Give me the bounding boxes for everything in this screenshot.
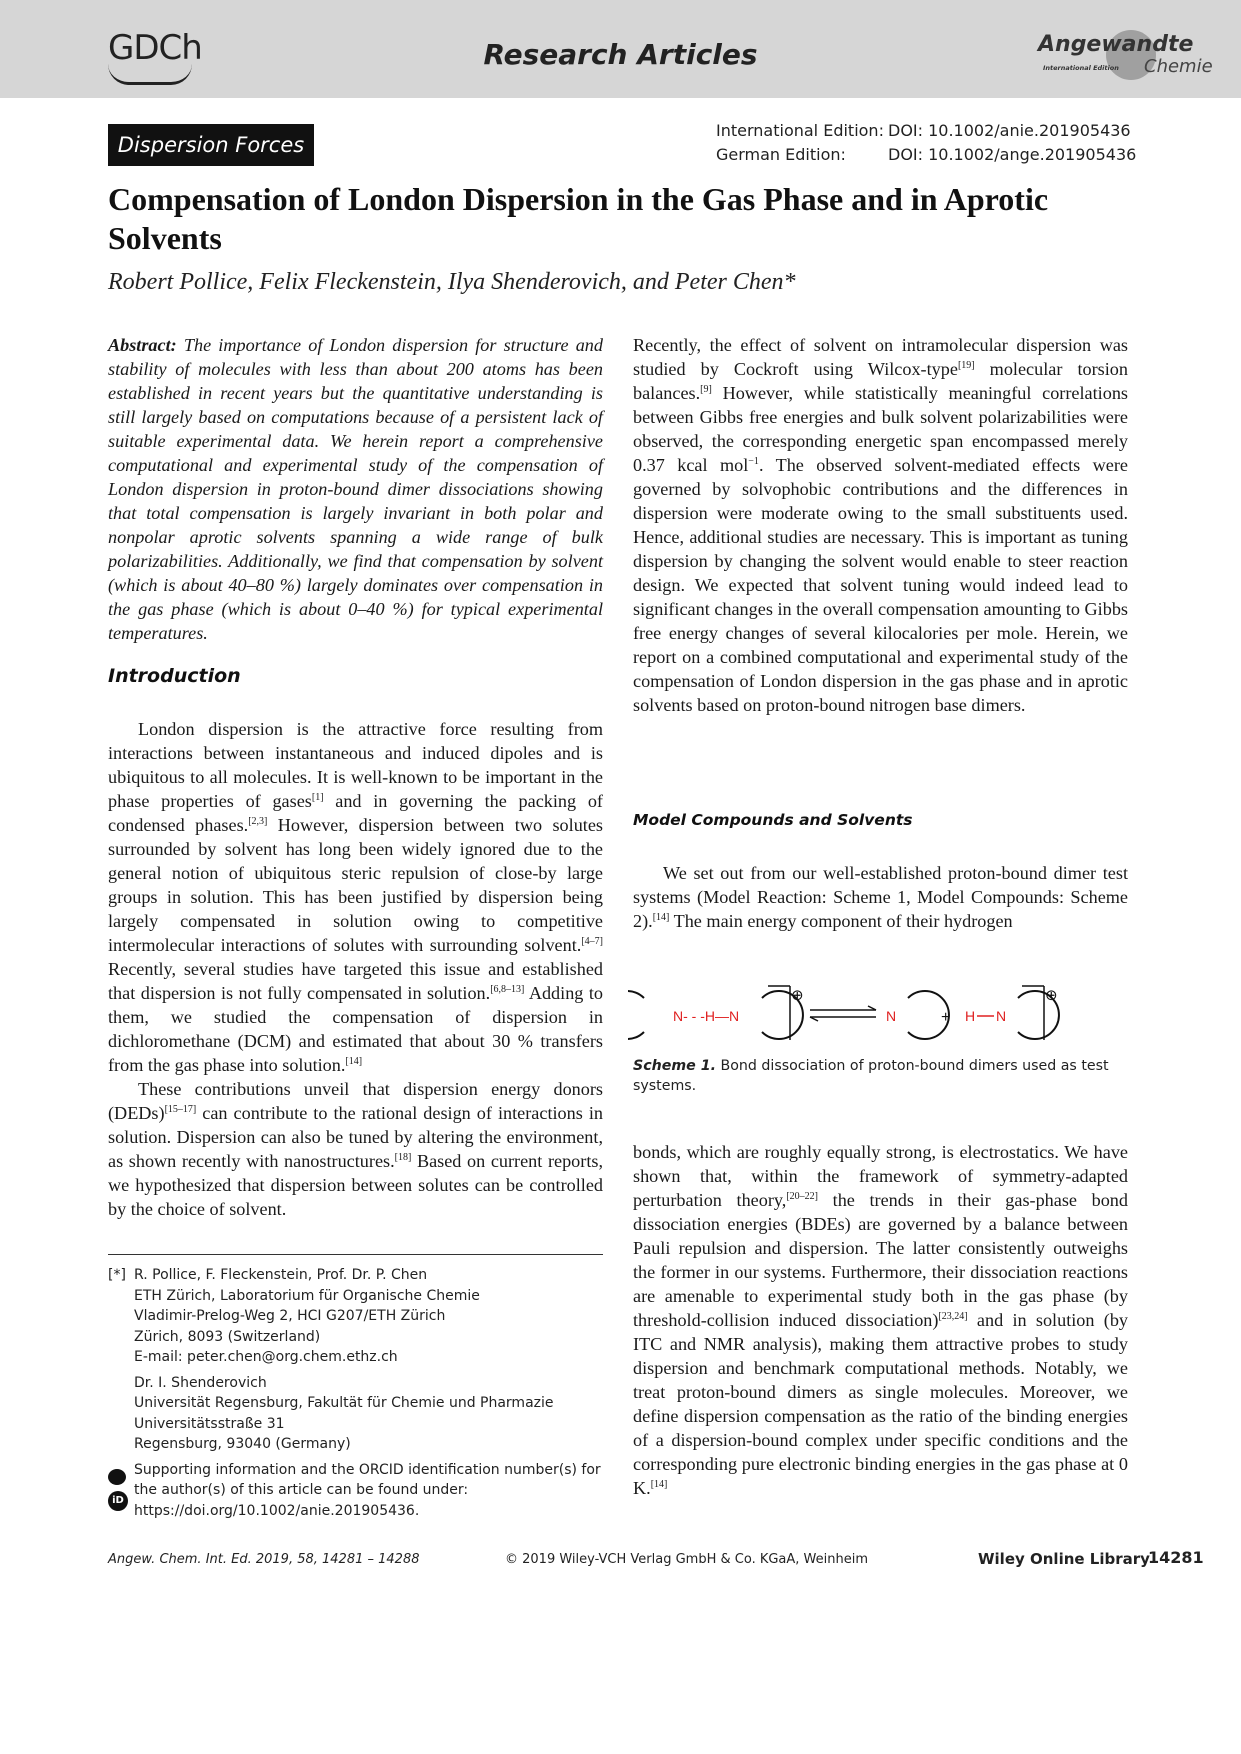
charge-icon: ⊕	[1045, 986, 1058, 1004]
footnote-mark: [*]	[108, 1267, 126, 1283]
supporting-info[interactable]: Supporting information and the ORCID identification number(s) for the author(s) of this article can be found under: https://doi.org/10.1002/anie.201905436.	[134, 1461, 601, 1519]
citation[interactable]: [15–17]	[164, 1103, 197, 1115]
doi-block	[716, 119, 1136, 167]
caption-text: Bond dissociation of proton-bound dimers used as test systems.	[633, 1058, 1109, 1094]
citation[interactable]: [6,8–13]	[490, 983, 525, 995]
intro-heading: Introduction	[108, 665, 241, 687]
text-run: and in governing the packing of condensed phases.	[108, 791, 603, 835]
affil-line: Zürich, 8093 (Switzerland)	[134, 1328, 321, 1345]
journal-logo	[1038, 30, 1213, 80]
text-run: However, dispersion between two solutes surrounded by solvent has long been widely ignored due to the general notion of ubiquitous steric repulsion of close-by large groups in solution. This has been justified by dispersion being largely compensated in solution owing to competitive intermolecular interactions of solutes with surrounding solvent.	[108, 815, 603, 955]
caption-label: Scheme 1.	[633, 1058, 716, 1074]
intro-paragraph	[108, 717, 603, 1077]
citation[interactable]: [19]	[957, 359, 975, 371]
affiliation-footnote	[108, 1265, 603, 1521]
affil-line: ETH Zürich, Laboratorium für Organische Chemie	[134, 1287, 480, 1304]
gdch-logo: GDCh	[108, 28, 202, 68]
bond-label: N- - -H—N	[673, 1008, 740, 1024]
charge-icon: ⊕	[791, 986, 804, 1004]
text-run: Adding to them, we studied the compensation of dispersion in dichloromethane (DCM) and estimated that about 30 % transfers from the gas phase into solution.	[108, 983, 603, 1075]
journal-logo-name: Angewandte	[1038, 32, 1194, 57]
text-run: These contributions unveil that dispersion energy donors (DEDs)	[108, 1079, 603, 1123]
affil-line: Universität Regensburg, Fakultät für Chemie und Pharmazie	[134, 1395, 554, 1411]
topic-badge: Dispersion Forces	[108, 124, 314, 166]
citation[interactable]: [9]	[700, 383, 712, 395]
supporting-info-icon	[108, 1469, 126, 1485]
article-title: Compensation of London Dispersion in the Gas Phase and in Aprotic Solvents	[108, 181, 1049, 256]
abstract-label: Abstract:	[108, 335, 177, 355]
affil-line: R. Pollice, F. Fleckenstein, Prof. Dr. P. Chen	[134, 1267, 428, 1283]
footer-copyright: © 2019 Wiley-VCH Verlag GmbH & Co. KGaA, Weinheim	[505, 1552, 869, 1567]
affil-line: Dr. I. Shenderovich	[134, 1374, 267, 1391]
citation[interactable]: [14]	[650, 1478, 668, 1490]
page-header	[0, 0, 1241, 98]
text-run: We set out from our well-established proton-bound dimer test systems (Model Reaction: Scheme 1, Model Compounds: Scheme 2).	[633, 863, 1128, 931]
abstract-text: The importance of London dispersion for structure and stability of molecules with less than about 200 atoms has been established in recent years but the quantitative understanding is still largely based on computations because of a persistent lack of suitable experimental data. We herein report a comprehensive computational and experimental study of the compensation of London dispersion in proton-bound dimer dissociations showing that total compensation is largely invariant in both polar and nonpolar aprotic solvents spanning a wide range of bulk polarizabilities. Additionally, we find that compensation by solvent (which is about 40–80 %) largely dominates over compensation in the gas phase (which is about 0–40 %) for typical experimental temperatures.	[108, 335, 603, 643]
citation[interactable]: [2,3]	[248, 815, 268, 827]
doi-label: International Edition:	[716, 121, 884, 140]
scheme-1-reaction	[628, 980, 1128, 1050]
wiley-online-library-link[interactable]: Wiley Online Library	[978, 1550, 1150, 1568]
intro-body	[108, 717, 603, 1221]
footnote-rule	[108, 1254, 603, 1255]
citation[interactable]: [14]	[345, 1055, 363, 1067]
citation[interactable]: [23,24]	[938, 1310, 968, 1322]
subsection-heading: Model Compounds and Solvents	[633, 811, 913, 829]
affil-line: Universitätsstraße 31	[134, 1415, 285, 1432]
model-paragraph	[633, 861, 1128, 933]
affil-line: Regensburg, 93040 (Germany)	[134, 1436, 351, 1452]
text-run: London dispersion is the attractive force resulting from interactions between instantaneous and induced dipoles and is ubiquitous to all molecules. It is well-known to be important in the phase properties of gases	[108, 719, 603, 811]
right-paragraph-1	[633, 333, 1128, 717]
author-list: Robert Pollice, Felix Fleckenstein, Ilya Shenderovich, and Peter Chen*	[108, 269, 796, 295]
journal-logo-sub: Chemie	[1144, 56, 1213, 77]
footer-citation: Angew. Chem. Int. Ed. 2019, 58, 14281 – 14288	[108, 1552, 420, 1567]
page-number: 14281	[1148, 1548, 1204, 1567]
abstract	[108, 333, 603, 645]
doi-link[interactable]: DOI: 10.1002/anie.201905436	[888, 121, 1131, 140]
scheme-caption	[633, 1056, 1128, 1096]
text-run: can contribute to the rational design of interactions in solution. Dispersion can also be tuned by altering the environment, as shown recently with nanostructures.	[108, 1103, 603, 1171]
doi-label: German Edition:	[716, 145, 846, 164]
nitrogen-label: N	[996, 1008, 1007, 1024]
text-run: However, while statistically meaningful correlations between Gibbs free energies and bulk solvent polarizabilities were observed, the corresponding energetic span encompassed merely 0.37 kcal mol	[633, 383, 1128, 475]
text-run: bonds, which are roughly equally strong, is electrostatics. We have shown that, within the framework of symmetry-adapted perturbation theory,	[633, 1142, 1128, 1210]
hydrogen-label: H	[965, 1008, 976, 1024]
citation[interactable]: [18]	[394, 1151, 412, 1163]
text-run: . The observed solvent-mediated effects were governed by solvophobic contributions and the differences in dispersion were moderate owing to the small substituents used. Hence, additional studies are necessary. This is important as tuning dispersion by changing the solvent would enable to steer reaction design. We expected that solvent tuning would indeed lead to significant changes in the overall compensation amounting to Gibbs free energy changes of several kilocalories per mole. Herein, we report on a combined computational and experimental study of the compensation of London dispersion in the gas phase and in aprotic solvents based on proton-bound nitrogen base dimers.	[633, 455, 1128, 715]
text-run: and in solution (by ITC and NMR analysis), making them attractive probes to study dispersion and benchmark computational methods. Notably, we treat proton-bound dimers as single molecules. Moreover, we define dispersion compensation as the ratio of the binding energies of a dispersion-bound complex under specific conditions and the corresponding pure electronic binding energies in the gas phase at 0 K.	[633, 1310, 1129, 1498]
text-run: Recently, the effect of solvent on intramolecular dispersion was studied by Cockroft using Wilcox-type	[633, 335, 1128, 379]
text-run: The main energy component of their hydrogen	[669, 911, 1013, 931]
email-link[interactable]: E-mail: peter.chen@org.chem.ethz.ch	[134, 1349, 398, 1365]
text-run: Recently, several studies have targeted this issue and established that dispersion is not fully compensated in solution.	[108, 959, 603, 1003]
intro-paragraph	[108, 1077, 603, 1221]
nitrogen-label: N	[886, 1008, 897, 1024]
superscript-exponent: −1	[748, 455, 759, 467]
orcid-icon[interactable]: iD	[108, 1491, 128, 1511]
citation[interactable]: [4–7]	[581, 935, 603, 947]
citation[interactable]: [1]	[311, 791, 324, 803]
plus-sign: +	[941, 1009, 951, 1026]
affil-line: Vladimir-Prelog-Weg 2, HCI G207/ETH Zürich	[134, 1308, 446, 1324]
text-run: Based on current reports, we hypothesized that dispersion between solutes can be controlled by the choice of solvent.	[108, 1151, 604, 1219]
doi-link[interactable]: DOI: 10.1002/ange.201905436	[888, 145, 1137, 164]
citation[interactable]: [14]	[652, 911, 670, 923]
citation[interactable]: [20–22]	[786, 1190, 819, 1202]
text-run: molecular torsion balances.	[633, 359, 1128, 403]
journal-logo-edition: International Edition	[1043, 64, 1119, 72]
text-run: the trends in their gas-phase bond dissociation energies (BDEs) are governed by a balance between Pauli repulsion and dispersion. The latter consistently outweighs the former in our systems. Furthermore, their dissociation reactions are amenable to experimental study both in the gas phase (by threshold-collision induced dissociation)	[633, 1190, 1128, 1330]
ring-arc	[628, 991, 644, 1039]
bonds-paragraph	[633, 1140, 1128, 1500]
section-title: Research Articles	[483, 38, 758, 71]
